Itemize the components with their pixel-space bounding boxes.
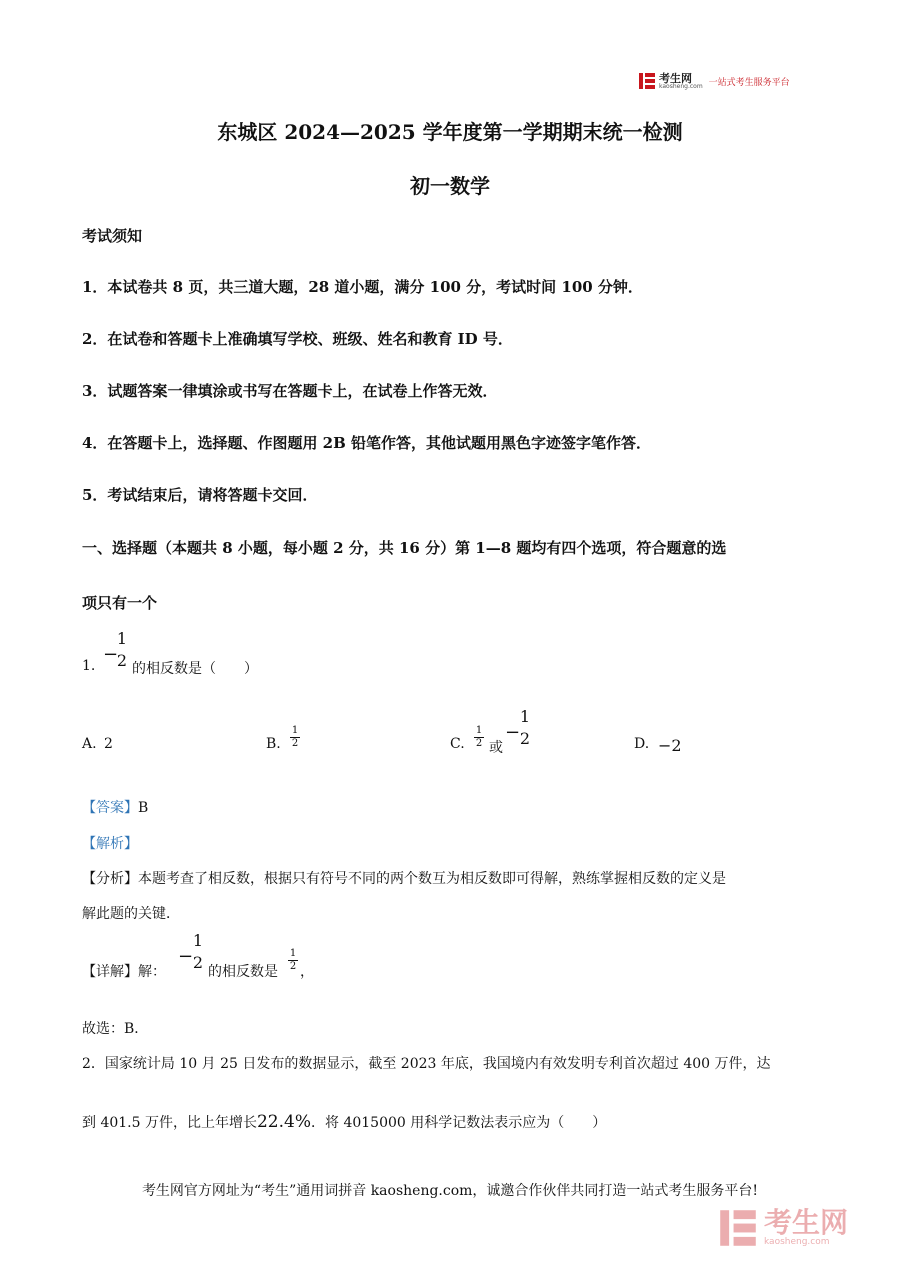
logo-slogan: 一站式考生服务平台 (708, 77, 790, 88)
conclusion: 故选：B． (82, 1021, 149, 1037)
watermark-logo-icon (718, 1208, 758, 1248)
notice-item: 3．试题答案一律填涂或书写在答题卡上，在试卷上作答无效． (82, 382, 498, 400)
option-c-fraction-positive (474, 725, 484, 750)
answer-value: B (138, 800, 149, 816)
option-d-label: D. (634, 736, 650, 752)
fraction-numerator: 1 (519, 707, 531, 726)
fraction-numerator: 1 (192, 931, 204, 950)
logo-name: 考生网 (659, 71, 692, 85)
detail-end: ， (300, 964, 314, 980)
q1-stem: 的相反数是（ ） (132, 661, 258, 677)
header-logo (638, 72, 790, 90)
footer-text: 考生网官方网址为“考生”通用词拼音 kaosheng.com，诚邀合作伙伴共同打造一站式考生服务平台! (141, 1183, 759, 1199)
option-c-label: C. (450, 736, 465, 752)
watermark-name: 考生网 (764, 1206, 849, 1239)
fraction-denominator: 2 (519, 729, 531, 748)
q2-line1: 2．国家统计局 10 月 25 日发布的数据显示，截至 2023 年底，我国境内有效发明专利首次超过 400 万件，达 (82, 1056, 771, 1072)
detail-tag: 【详解】 (82, 964, 138, 980)
fraction-numerator: 1 (475, 725, 483, 736)
q1-fraction (115, 630, 129, 670)
notice-item: 5．考试结束后，请将答题卡交回． (82, 486, 318, 504)
q2-line2-a: 到 401.5 万件，比上年增长 (82, 1115, 257, 1131)
watermark-logo (718, 1208, 848, 1248)
fenxi-text-cont: 解此题的关键． (82, 906, 180, 922)
notice-item: 2．在试卷和答题卡上准确填写学校、班级、姓名和教育 ID 号． (82, 330, 513, 348)
q2-percent: 22.4% (256, 1112, 311, 1132)
detail-fraction-positive (288, 948, 298, 973)
page-subtitle: 初一数学 (410, 174, 490, 198)
option-b-fraction (290, 725, 300, 750)
section-heading-cont: 项只有一个 (82, 594, 158, 612)
notice-item: 1．本试卷共 8 页，共三道大题，28 道小题，满分 100 分，考试时间 100 分钟． (82, 278, 643, 296)
detail-mid: 的相反数是 (208, 964, 278, 980)
option-b-label: B. (266, 736, 281, 752)
detail-fraction-negative (191, 932, 205, 972)
option-c-or: 或 (489, 740, 503, 756)
fraction-numerator: 1 (289, 948, 297, 959)
q1-number: 1. (82, 658, 96, 674)
detail-prefix: 解： (138, 964, 166, 980)
fenxi-text: 本题考查了相反数，根据只有符号不同的两个数互为相反数即可得解，熟练掌握相反数的定义是 (138, 871, 726, 887)
analysis-tag: 【解析】 (82, 836, 138, 852)
q1-minus-sign: − (103, 644, 119, 665)
fraction-denominator: 2 (291, 738, 299, 749)
option-a-label: A. (82, 736, 97, 752)
fraction-numerator: 1 (116, 629, 128, 648)
option-a-value: 2 (104, 736, 113, 752)
fraction-denominator: 2 (289, 961, 297, 972)
logo-domain: kaosheng.com (659, 82, 703, 90)
fraction-numerator: 1 (291, 725, 299, 736)
detail-minus-sign: − (178, 946, 194, 967)
fraction-denominator: 2 (475, 738, 483, 749)
option-c-fraction-negative (518, 708, 532, 748)
kaosheng-logo-icon (638, 72, 656, 90)
notice-item: 4．在答题卡上，选择题、作图题用 2B 铅笔作答，其他试题用黑色字迹签字笔作答． (82, 434, 652, 452)
fenxi-tag: 【分析】 (82, 871, 138, 887)
notice-heading: 考试须知 (82, 227, 143, 245)
q2-line2-b: ．将 4015000 用科学记数法表示应为（ ） (311, 1115, 607, 1131)
logo-wordmark (659, 73, 703, 90)
fraction-denominator: 2 (192, 953, 204, 972)
page-title: 东城区 2024—2025 学年度第一学期期末统一检测 (217, 120, 683, 144)
option-d-value: −2 (658, 736, 682, 755)
section-heading: 一、选择题（本题共 8 小题，每小题 2 分，共 16 分）第 1—8 题均有四个选项，符合题意的选 (82, 539, 727, 557)
answer-tag: 【答案】 (82, 800, 138, 816)
option-c-minus-sign: − (505, 722, 521, 743)
watermark-domain: kaosheng.com (764, 1237, 830, 1247)
fraction-denominator: 2 (116, 651, 128, 670)
